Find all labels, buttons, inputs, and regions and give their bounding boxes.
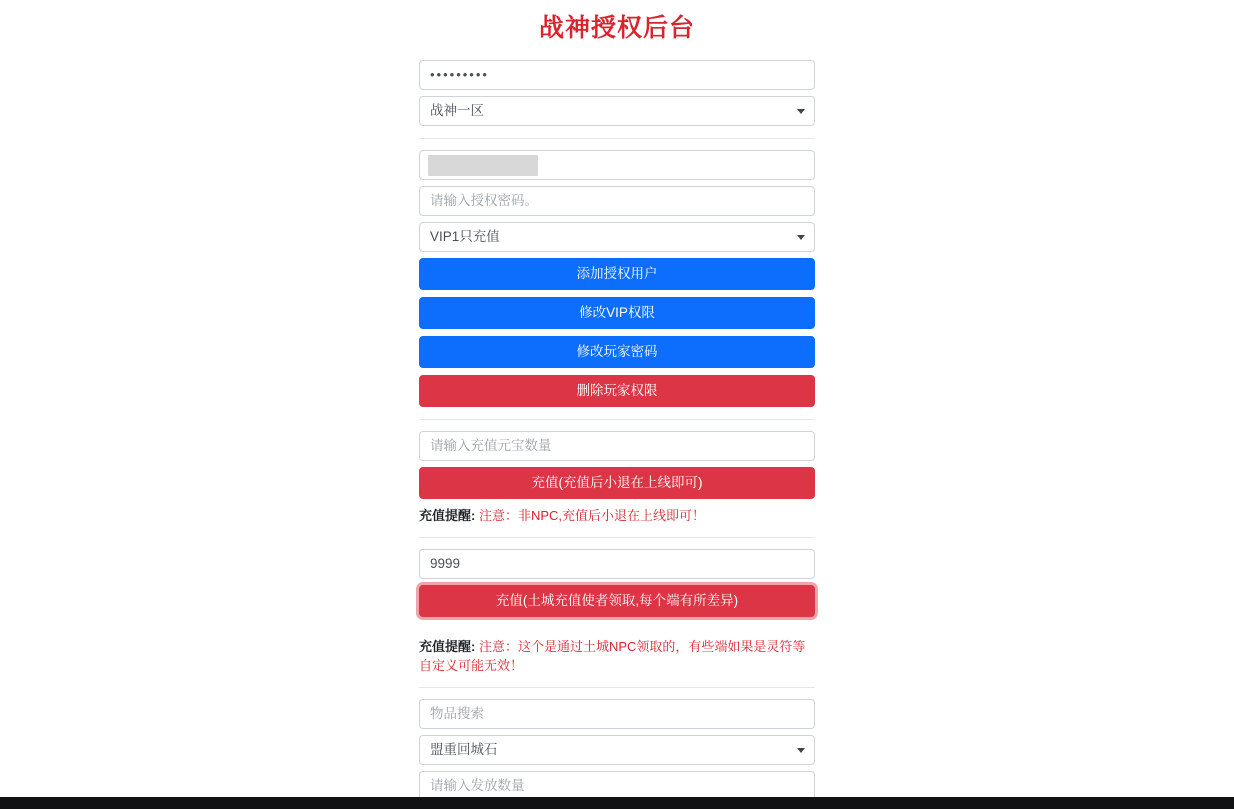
divider (419, 419, 815, 420)
auth-account-input[interactable] (419, 150, 815, 180)
item-search-input[interactable]: 物品搜索 (419, 699, 815, 729)
chevron-down-icon (797, 748, 805, 753)
auth-password-input[interactable]: 请输入授权密码。 (419, 186, 815, 216)
divider (419, 687, 815, 688)
npc-recharge-amount-input[interactable]: 9999 (419, 549, 815, 579)
item-quantity-input[interactable]: 请输入发放数量 (419, 771, 815, 797)
delete-player-permission-button[interactable]: 删除玩家权限 (419, 375, 815, 407)
bottom-bar (0, 797, 1234, 809)
npc-recharge-note-label: 充值提醒: (419, 639, 479, 654)
modify-player-password-button[interactable]: 修改玩家密码 (419, 336, 815, 368)
recharge-amount-input[interactable]: 请输入充值元宝数量 (419, 431, 815, 461)
npc-recharge-note-warning: 注意：这个是通过土城NPC领取的，有些端如果是灵符等自定义可能无效！ (419, 639, 806, 673)
npc-recharge-note (419, 637, 815, 675)
server-select[interactable] (419, 96, 815, 126)
item-select-value: 盟重回城石 (430, 742, 498, 757)
chevron-down-icon (797, 235, 805, 240)
vip-level-select[interactable] (419, 222, 815, 252)
divider (419, 537, 815, 538)
vip-level-select-value: VIP1只充值 (430, 229, 500, 244)
add-auth-user-button[interactable]: 添加授权用户 (419, 258, 815, 290)
recharge-button[interactable]: 充值(充值后小退在上线即可) (419, 467, 815, 499)
page-title: 战神授权后台 (538, 14, 695, 42)
modify-vip-permission-button[interactable]: 修改VIP权限 (419, 297, 815, 329)
recharge-note-warning: 注意：非NPC,充值后小退在上线即可！ (478, 508, 706, 523)
recharge-note (419, 506, 815, 525)
recharge-note-label: 充值提醒: (419, 508, 479, 523)
server-select-value: 战神一区 (430, 103, 484, 118)
redacted-overlay (428, 155, 538, 176)
chevron-down-icon (797, 109, 805, 114)
form-container (419, 0, 815, 797)
item-select[interactable] (419, 735, 815, 765)
admin-password-input[interactable]: ••••••••• (419, 60, 815, 90)
divider (419, 138, 815, 139)
npc-recharge-button[interactable]: 充值(土城充值使者领取,每个端有所差异) (419, 585, 815, 617)
